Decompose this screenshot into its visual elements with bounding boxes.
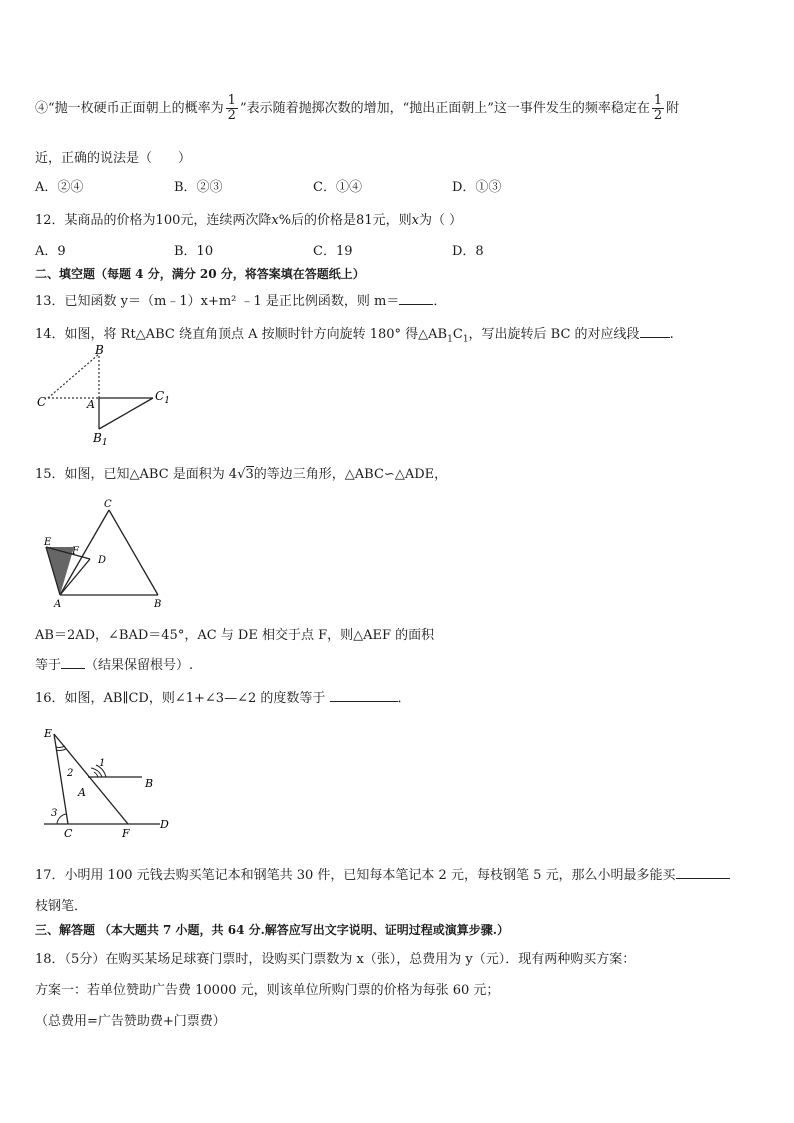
q13-answer-blank xyxy=(399,292,433,305)
q14-figure xyxy=(35,342,185,447)
q17-answer-blank xyxy=(676,866,730,879)
q11-line2: 近，正确的说法是（ ） xyxy=(35,151,192,166)
q16-label-c: C xyxy=(64,827,73,840)
q12-option-a: A．9 xyxy=(35,244,66,259)
q17-line1: 17．小明用 100 元钱去购买笔记本和钢笔共 30 件，已知每本笔记本 2 元，每枝钢笔 5 元，那么小明最多能买 xyxy=(35,864,730,883)
q16-label-1: 1 xyxy=(99,758,106,769)
q15-line3: 等于 （结果保留根号）. xyxy=(35,658,194,673)
q14-label-c1: $C_1$ xyxy=(155,389,170,406)
q15-label-a: A xyxy=(54,599,62,610)
q15-line1: 15．如图，已知△ABC 是面积为 4√3的等边三角形，△ABC∽△ADE， xyxy=(35,467,448,482)
q16-answer-blank xyxy=(330,689,398,702)
sqrt-symbol: √ xyxy=(237,467,246,482)
q15-label-f: F xyxy=(72,546,79,557)
q11-item4-text-b: ”表示随着抛掷次数的增加，“抛出正面朝上”这一事件发生的频率稳定在 xyxy=(239,101,650,116)
q14-answer-blank xyxy=(640,325,670,338)
q11-fraction: $\frac{1}{2}$ xyxy=(227,93,236,123)
q14-label-b: B xyxy=(95,343,104,357)
q12-stem: 12．某商品的价格为100元，连续两次降x%后的价格是81元，则x为（ ） xyxy=(35,213,463,228)
q12-option-b: B．10 xyxy=(174,244,214,259)
q11-fraction-2: $\frac{1}{2}$ xyxy=(653,93,663,123)
q11-option-c: C．①④ xyxy=(313,180,362,195)
q14-line: 14．如图，将 Rt△ABC 绕直角顶点 A 按顺时针方向旋转 180° 得$\triangle AB_1C_1$，写出旋转后 BC 的对应线段 . xyxy=(35,327,674,345)
q12-option-c: C．19 xyxy=(313,244,353,259)
q16-label-2: 2 xyxy=(67,768,74,779)
q11-option-a: A．②④ xyxy=(35,180,84,195)
q18-line2: 方案一：若单位赞助广告费 10000 元，则该单位所购门票的价格为每张 60 元； xyxy=(35,983,500,998)
q16-label-d: D xyxy=(160,818,169,831)
q17-line2: 枝钢笔． xyxy=(35,899,88,914)
q15-label-b: B xyxy=(154,599,162,610)
q16-figure xyxy=(38,725,188,840)
q16-label-a: A xyxy=(78,786,86,799)
q11-item4-text-a: ④“抛一枚硬币正面朝上的概率为 xyxy=(35,101,224,116)
q16-label-b: B xyxy=(145,777,154,790)
q14-label-c: C xyxy=(37,395,47,409)
section2-heading: 二、填空题（每题 4 分，满分 20 分，将答案填在答题纸上） xyxy=(35,267,365,281)
q16-label-3: 3 xyxy=(51,808,58,819)
q14-label-b1: $B_1$ xyxy=(93,431,108,447)
q11-option-d: D．①③ xyxy=(452,180,502,195)
q15-label-e: E xyxy=(44,537,52,548)
q11-item4-line xyxy=(35,94,679,123)
q12-option-d: D．8 xyxy=(452,244,484,259)
q15-label-d: D xyxy=(98,555,107,566)
q16-label-e: E xyxy=(44,727,53,740)
q15-label-c: C xyxy=(104,499,112,510)
q15-figure xyxy=(38,495,173,613)
q16-label-f: F xyxy=(122,827,130,840)
q16-line: 16．如图，AB∥CD，则∠1+∠3—∠2 的度数等于 ． xyxy=(35,691,411,706)
q14-label-a: A xyxy=(87,398,95,411)
q15-line2: AB＝2AD，∠BAD＝45°，AC 与 DE 相交于点 F，则△AEF 的面积 xyxy=(35,628,435,643)
q11-option-b: B．②③ xyxy=(174,180,223,195)
section3-heading: 三、解答题 （本大题共 7 小题，共 64 分.解答应写出文字说明、证明过程或演算步骤.） xyxy=(35,923,509,937)
q18-line3: （总费用=广告赞助费+门票费） xyxy=(35,1014,226,1029)
q11-item4-end: 附 xyxy=(666,101,680,116)
q15-answer-blank xyxy=(61,656,85,669)
q13-line: 13．已知函数 y＝（m﹣1）x+m² ﹣1 是正比例函数，则 m＝ ． xyxy=(35,294,447,309)
q18-line1: 18．（5分）在购买某场足球赛门票时，设购买门票数为 x（张），总费用为 y（元）．现有两种购买方案： xyxy=(35,952,636,967)
